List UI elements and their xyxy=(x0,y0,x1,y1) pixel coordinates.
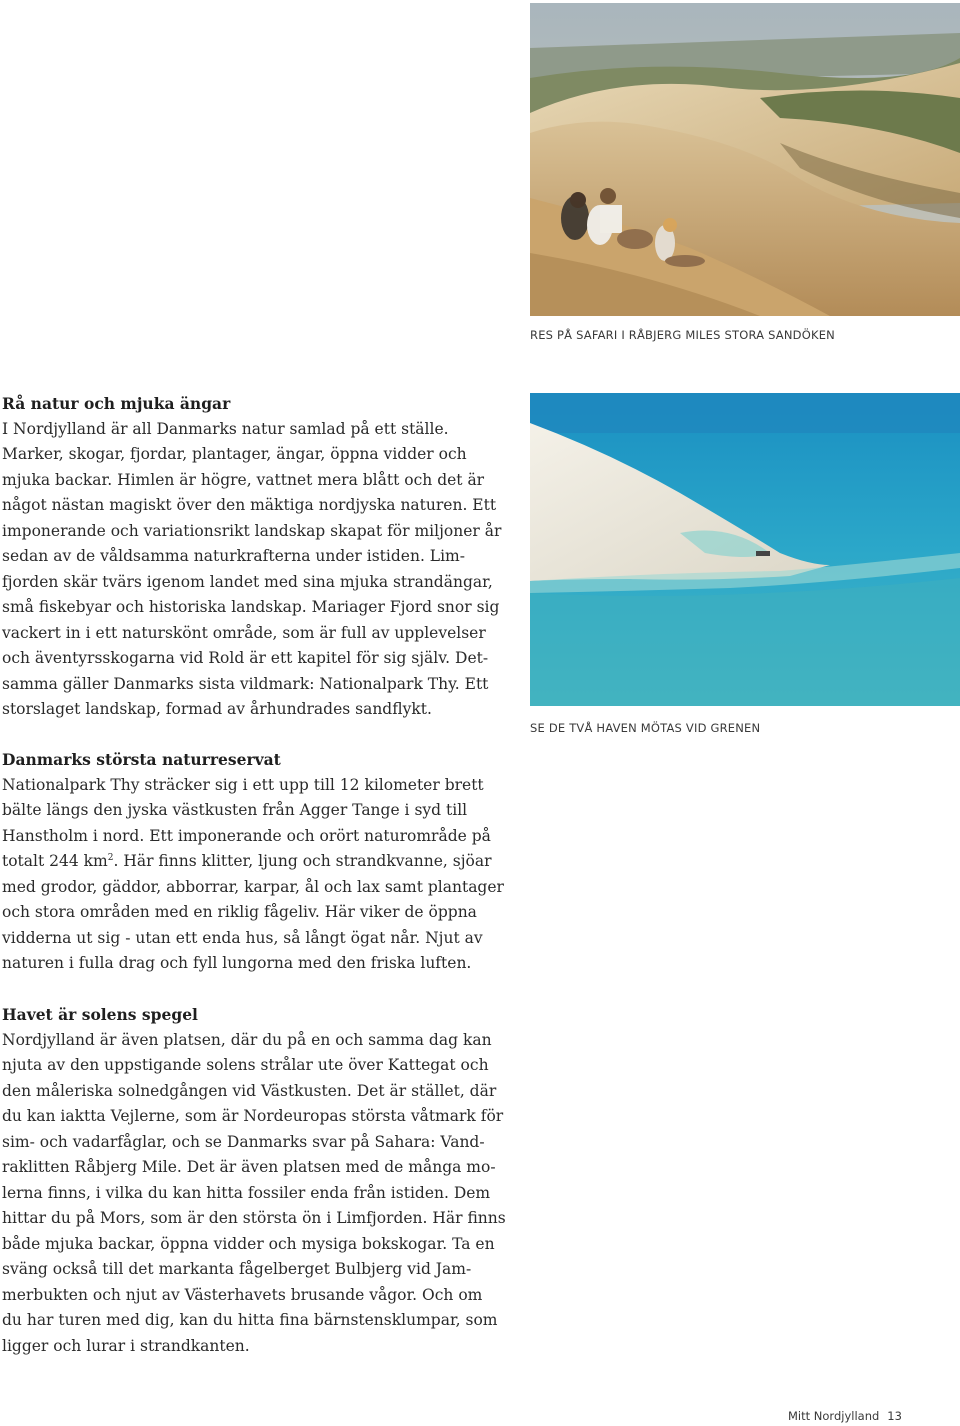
paragraph-line: både mjuka backar, öppna vidder och mysiga bokskogar. Ta en xyxy=(2,1234,495,1253)
paragraph-line: Hanstholm i nord. Ett imponerande och orört naturområde på xyxy=(2,826,491,845)
dunes-photo xyxy=(530,3,960,316)
paragraph-line: lerna finns, i vilka du kan hitta fossiler enda från istiden. Dem xyxy=(2,1183,491,1202)
paragraph-line: naturen i fulla drag och fyll lungorna med den friska luften. xyxy=(2,954,472,972)
section-raw-nature xyxy=(2,391,502,723)
dunes-photo-caption: RES PÅ SAFARI I RÅBJERG MILES STORA SANDÖKEN xyxy=(530,328,835,342)
paragraph-line: hittar du på Mors, som är den största ön i Limfjorden. Här finns xyxy=(2,1209,506,1227)
paragraph-line: och äventyrsskogarna vid Rold är ett kapitel för sig själv. Det- xyxy=(2,649,489,667)
section-heading: Danmarks största naturreservat xyxy=(2,750,281,769)
paragraph-line: Nationalpark Thy sträcker sig i ett upp till 12 kilometer brett xyxy=(2,775,484,794)
paragraph-line: fjorden skär tvärs igenom landet med sina mjuka strandängar, xyxy=(2,572,493,591)
paragraph-line: du kan iaktta Vejlerne, som är Nordeuropas största våtmark för xyxy=(2,1107,504,1125)
paragraph-line-area xyxy=(2,849,492,875)
page-footer xyxy=(788,1409,902,1423)
paragraph-line: vidderna ut sig - utan ett enda hus, så långt ögat når. Njut av xyxy=(2,928,483,947)
publication-title: Mitt Nordjylland xyxy=(788,1409,880,1423)
paragraph-line: mjuka backar. Himlen är högre, vattnet mera blått och det är xyxy=(2,470,485,489)
grenen-photo xyxy=(530,393,960,706)
paragraph-line: sedan av de våldsamma naturkrafterna under istiden. Lim- xyxy=(2,547,465,565)
section-sea-mirror xyxy=(2,1002,506,1359)
paragraph-line: Marker, skogar, fjordar, plantager, ängar, öppna vidder och xyxy=(2,445,467,463)
paragraph-line: bälte längs den jyska västkusten från Agger Tange i syd till xyxy=(2,801,468,819)
paragraph-line: sim- och vadarfåglar, och se Danmarks svar på Sahara: Vand- xyxy=(2,1132,485,1151)
area-superscript: 2 xyxy=(107,852,114,863)
section-largest-reserve xyxy=(2,747,504,977)
paragraph-line: imponerande och variationsrikt landskap skapat för miljoner år xyxy=(2,521,502,540)
paragraph-line: ligger och lurar i strandkanten. xyxy=(2,1336,250,1355)
dunes-illustration xyxy=(530,3,960,316)
paragraph-line: den måleriska solnedgången vid Västkusten. Det är stället, där xyxy=(2,1081,497,1100)
paragraph-line: I Nordjylland är all Danmarks natur samlad på ett ställe. xyxy=(2,419,449,438)
paragraph-line: raklitten Råbjerg Mile. Det är även platsen med de många mo- xyxy=(2,1158,496,1176)
grenen-illustration xyxy=(530,393,960,706)
paragraph-line: Nordjylland är även platsen, där du på en och samma dag kan xyxy=(2,1030,492,1049)
paragraph-line: och stora områden med en riklig fågeliv. Här viker de öppna xyxy=(2,903,477,921)
paragraph-line: med grodor, gäddor, abborrar, karpar, ål och lax samt plantager xyxy=(2,877,504,896)
paragraph-line: samma gäller Danmarks sista vildmark: Nationalpark Thy. Ett xyxy=(2,674,489,693)
page-number: 13 xyxy=(887,1409,902,1423)
paragraph-line: njuta av den uppstigande solens strålar ute över Kattegat och xyxy=(2,1056,489,1074)
paragraph-line: något nästan magiskt över den mäktiga nordjyska naturen. Ett xyxy=(2,496,497,514)
section-heading: Rå natur och mjuka ängar xyxy=(2,394,231,413)
area-prefix: totalt 244 km xyxy=(2,852,108,870)
paragraph-line: små fiskebyar och historiska landskap. Mariager Fjord snor sig xyxy=(2,598,500,616)
paragraph-line: merbukten och njut av Västerhavets brusande vågor. Och om xyxy=(2,1285,483,1304)
area-suffix: . Här finns klitter, ljung och strandkvanne, sjöar xyxy=(113,852,492,870)
paragraph-line: du har turen med dig, kan du hitta fina bärnstensklumpar, som xyxy=(2,1311,498,1329)
paragraph-line: storslaget landskap, formad av århundrades sandflykt. xyxy=(2,700,432,718)
grenen-photo-caption: SE DE TVÅ HAVEN MÖTAS VID GRENEN xyxy=(530,721,761,735)
paragraph-line: sväng också till det markanta fågelberget Bulbjerg vid Jam- xyxy=(2,1260,472,1278)
section-heading: Havet är solens spegel xyxy=(2,1005,198,1024)
paragraph-line: vackert in i ett naturskönt område, som är full av upplevelser xyxy=(2,623,486,642)
